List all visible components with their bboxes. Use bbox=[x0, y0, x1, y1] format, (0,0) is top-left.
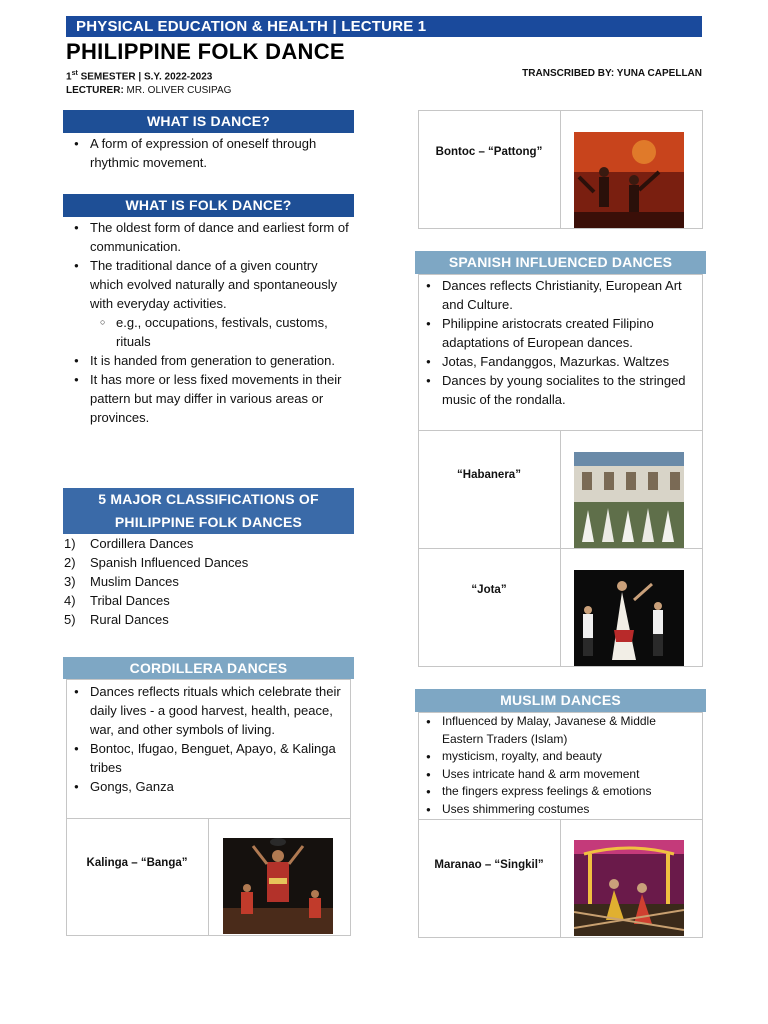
what-is-dance-heading: WHAT IS DANCE? bbox=[63, 110, 354, 133]
what-is-dance-list bbox=[64, 134, 324, 172]
classifications-list bbox=[64, 534, 354, 629]
list-item bbox=[64, 591, 354, 610]
muslim-list bbox=[416, 713, 700, 818]
document-title: PHILIPPINE FOLK DANCE bbox=[66, 39, 345, 64]
transcriber-info: TRANSCRIBED BY: YUNA CAPELLAN bbox=[522, 68, 702, 79]
kalinga-banga-photo bbox=[223, 838, 333, 934]
list-item: ● Uses shimmering costumes bbox=[416, 801, 700, 819]
list-sub-item: ○ e.g., occupations, festivals, customs, rituals bbox=[64, 313, 350, 351]
item-number: 4) bbox=[64, 593, 76, 608]
divider bbox=[208, 818, 209, 936]
list-item bbox=[64, 572, 354, 591]
list-item: ● It has more or less fixed movements in their pattern but may differ in various areas or provinces. bbox=[64, 370, 350, 427]
item-text: Cordillera Dances bbox=[90, 536, 194, 551]
semester-text: SEMESTER | S.Y. 2022-2023 bbox=[77, 71, 213, 83]
habanera-photo bbox=[574, 452, 684, 548]
list-item bbox=[64, 534, 354, 553]
list-item: ● The traditional dance of a given country which evolved naturally and spontaneously with everyday activities. bbox=[64, 256, 350, 313]
list-item: ● Jotas, Fandanggos, Mazurkas. Waltzes bbox=[416, 352, 700, 371]
list-item: ● the fingers express feelings & emotions bbox=[416, 783, 700, 801]
divider bbox=[560, 110, 561, 229]
cordillera-list bbox=[64, 682, 348, 796]
bontoc-pattong-caption: Bontoc – “Pattong” bbox=[435, 146, 543, 158]
classifications-heading-line2: PHILIPPINE FOLK DANCES bbox=[114, 514, 303, 530]
item-text: Tribal Dances bbox=[90, 593, 170, 608]
kalinga-banga-caption: Kalinga – “Banga” bbox=[86, 857, 188, 869]
semester-ordinal: st bbox=[71, 70, 78, 77]
cordillera-heading: CORDILLERA DANCES bbox=[63, 657, 354, 679]
spanish-heading: SPANISH INFLUENCED DANCES bbox=[415, 251, 706, 274]
spanish-list bbox=[416, 276, 700, 409]
list-item: ● mysticism, royalty, and beauty bbox=[416, 748, 700, 766]
maranao-singkil-caption: Maranao – “Singkil” bbox=[434, 859, 544, 871]
divider bbox=[418, 548, 703, 549]
item-text: Rural Dances bbox=[90, 612, 169, 627]
item-number: 5) bbox=[64, 612, 76, 627]
bontoc-pattong-photo bbox=[574, 132, 684, 228]
list-item bbox=[64, 610, 354, 629]
list-item: ● Influenced by Malay, Javanese & Middle Eastern Traders (Islam) bbox=[416, 713, 700, 748]
divider bbox=[560, 819, 561, 938]
item-number: 3) bbox=[64, 574, 76, 589]
what-is-folk-dance-heading: WHAT IS FOLK DANCE? bbox=[63, 194, 354, 217]
classifications-heading bbox=[63, 488, 354, 534]
list-item: ● A form of expression of oneself through rhythmic movement. bbox=[64, 134, 324, 172]
habanera-caption: “Habanera” bbox=[457, 469, 521, 481]
list-item: ● Gongs, Ganza bbox=[64, 777, 348, 796]
list-item: ● It is handed from generation to generation. bbox=[64, 351, 350, 370]
list-item: ● The oldest form of dance and earliest form of communication. bbox=[64, 218, 350, 256]
list-item: ● Dances reflects rituals which celebrate their daily lives - a good harvest, health, peace, war, and other symbols of living. bbox=[64, 682, 348, 739]
maranao-singkil-photo bbox=[574, 840, 684, 936]
course-banner: PHYSICAL EDUCATION & HEALTH | LECTURE 1 bbox=[66, 16, 702, 37]
list-item: ● Dances reflects Christianity, European Art and Culture. bbox=[416, 276, 700, 314]
semester-info bbox=[66, 67, 231, 98]
jota-caption: “Jota” bbox=[471, 584, 507, 596]
list-item: ● Dances by young socialites to the stringed music of the rondalla. bbox=[416, 371, 700, 409]
lecturer-name: MR. OLIVER CUSIPAG bbox=[123, 85, 232, 97]
item-text: Muslim Dances bbox=[90, 574, 179, 589]
list-item: ● Uses intricate hand & arm movement bbox=[416, 766, 700, 784]
jota-photo bbox=[574, 570, 684, 666]
list-item: ● Philippine aristocrats created Filipino adaptations of European dances. bbox=[416, 314, 700, 352]
semester-number: 1 bbox=[66, 71, 72, 83]
muslim-heading: MUSLIM DANCES bbox=[415, 689, 706, 712]
lecturer-label: LECTURER: bbox=[66, 85, 124, 97]
classifications-heading-line1: 5 MAJOR CLASSIFICATIONS OF bbox=[98, 491, 319, 507]
item-number: 1) bbox=[64, 536, 76, 551]
item-text: Spanish Influenced Dances bbox=[90, 555, 249, 570]
list-item bbox=[64, 553, 354, 572]
what-is-folk-dance-list bbox=[64, 218, 350, 427]
list-item: ● Bontoc, Ifugao, Benguet, Apayo, & Kalinga tribes bbox=[64, 739, 348, 777]
item-number: 2) bbox=[64, 555, 76, 570]
